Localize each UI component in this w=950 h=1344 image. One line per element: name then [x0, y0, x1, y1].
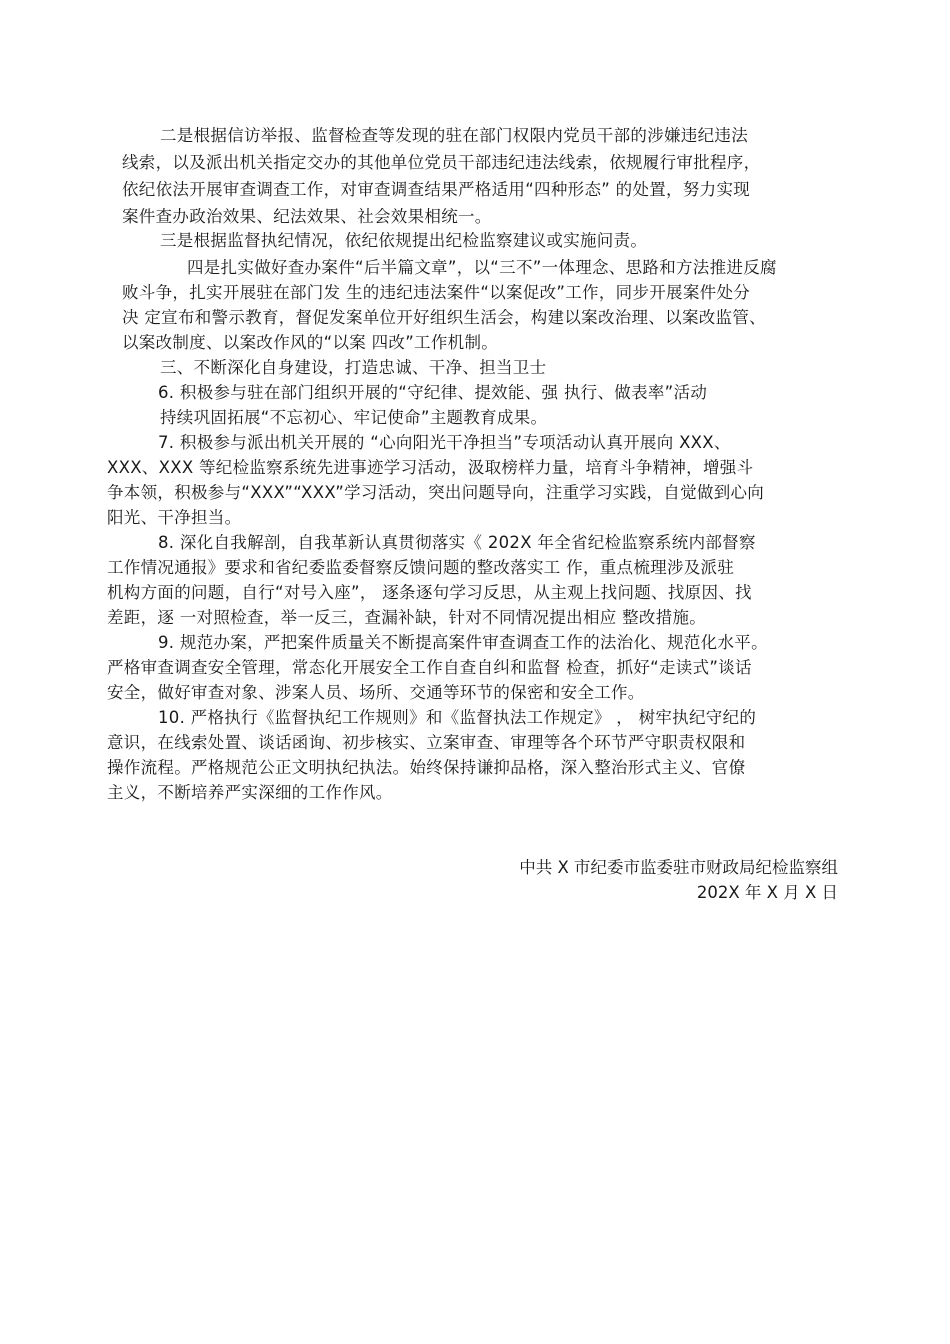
paragraph-line: 阳光、干净担当。 [107, 508, 242, 527]
paragraph-line: 以案改制度、以案改作风的“以案 四改”工作机制。 [122, 333, 499, 352]
paragraph-line: 7. 积极参与派出机关开展的 “心向阳光干净担当”专项活动认真开展向 XXX、 [158, 433, 731, 452]
paragraph-line: 严格审查调查安全管理，常态化开展安全工作自查自纠和监督 检查，抓好“走读式”谈话 [107, 658, 752, 677]
paragraph-line: 依纪依法开展审查调查工作，对审查调查结果严格适用“四种形态” 的处置，努力实现 [122, 180, 751, 199]
paragraph-line: 三是根据监督执纪情况，依纪依规提出纪检监察建议或实施问责。 [160, 231, 648, 250]
paragraph-line: 败斗争，扎实开展驻在部门发 生的违纪违法案件“以案促改”工作，同步开展案件处分 [122, 283, 751, 302]
signature-organization: 中共 X 市纪委市监委驻市财政局纪检监察组 [519, 858, 838, 877]
section-heading: 三、不断深化自身建设，打造忠诚、干净、担当卫士 [160, 358, 547, 377]
paragraph-line: 安全，做好审查对象、涉案人员、场所、交通等环节的保密和安全工作。 [107, 683, 645, 702]
paragraph-line: 争本领，积极参与“XXX”“XXX”学习活动，突出问题导向，注重学习实践，自觉做到心向 [107, 483, 765, 502]
paragraph-line: 操作流程。严格规范公正文明执纪执法。始终保持谦抑品格，深入整治形式主义、官僚 [107, 758, 746, 777]
paragraph-line: 意识，在线索处置、谈话函询、初步核实、立案审查、审理等各个环节严守职责权限和 [107, 733, 746, 752]
paragraph-line: 差距，逐 一对照检查，举一反三，查漏补缺，针对不同情况提出相应 整改措施。 [107, 608, 707, 627]
paragraph-line: 持续巩固拓展“不忘初心、牢记使命”主题教育成果。 [160, 408, 548, 427]
paragraph-line: 6. 积极参与驻在部门组织开展的“守纪律、提效能、强 执行、做表率”活动 [158, 383, 708, 402]
paragraph-line: 10. 严格执行《监督执纪工作规则》和《监督执法工作规定》 ， 树牢执纪守纪的 [158, 708, 757, 727]
paragraph-line: 决 定宣布和警示教育，督促发案单位开好组织生活会，构建以案改治理、以案改监管、 [122, 308, 766, 327]
paragraph-line: 二是根据信访举报、监督检查等发现的驻在部门权限内党员干部的涉嫌违纪违法 [160, 126, 748, 145]
paragraph-line: 四是扎实做好查办案件“后半篇文章”，以“三不”一体理念、思路和方法推进反腐 [187, 258, 777, 277]
paragraph-line: 主义，不断培养严实深细的工作作风。 [107, 783, 393, 802]
paragraph-line: 工作情况通报》要求和省纪委监委督察反馈问题的整改落实工 作，重点梳理涉及派驻 [107, 558, 735, 577]
paragraph-line: 案件查办政治效果、纪法效果、社会效果相统一。 [122, 207, 492, 226]
signature-date: 202X 年 X 月 X 日 [696, 883, 838, 902]
paragraph-line: 8. 深化自我解剖，自我革新认真贯彻落实《 202X 年全省纪检监察系统内部督察 [158, 533, 756, 552]
paragraph-line: 机构方面的问题，自行“对号入座”， 逐条逐句学习反思，从主观上找问题、找原因、找 [107, 583, 752, 602]
paragraph-line: 9. 规范办案，严把案件质量关不断提高案件审查调查工作的法治化、规范化水平。 [158, 633, 768, 652]
paragraph-line: XXX、XXX 等纪检监察系统先进事迹学习活动，汲取榜样力量，培育斗争精神，增强斗 [107, 458, 754, 477]
paragraph-line: 线索，以及派出机关指定交办的其他单位党员干部违纪违法线索，依规履行审批程序， [122, 153, 761, 172]
